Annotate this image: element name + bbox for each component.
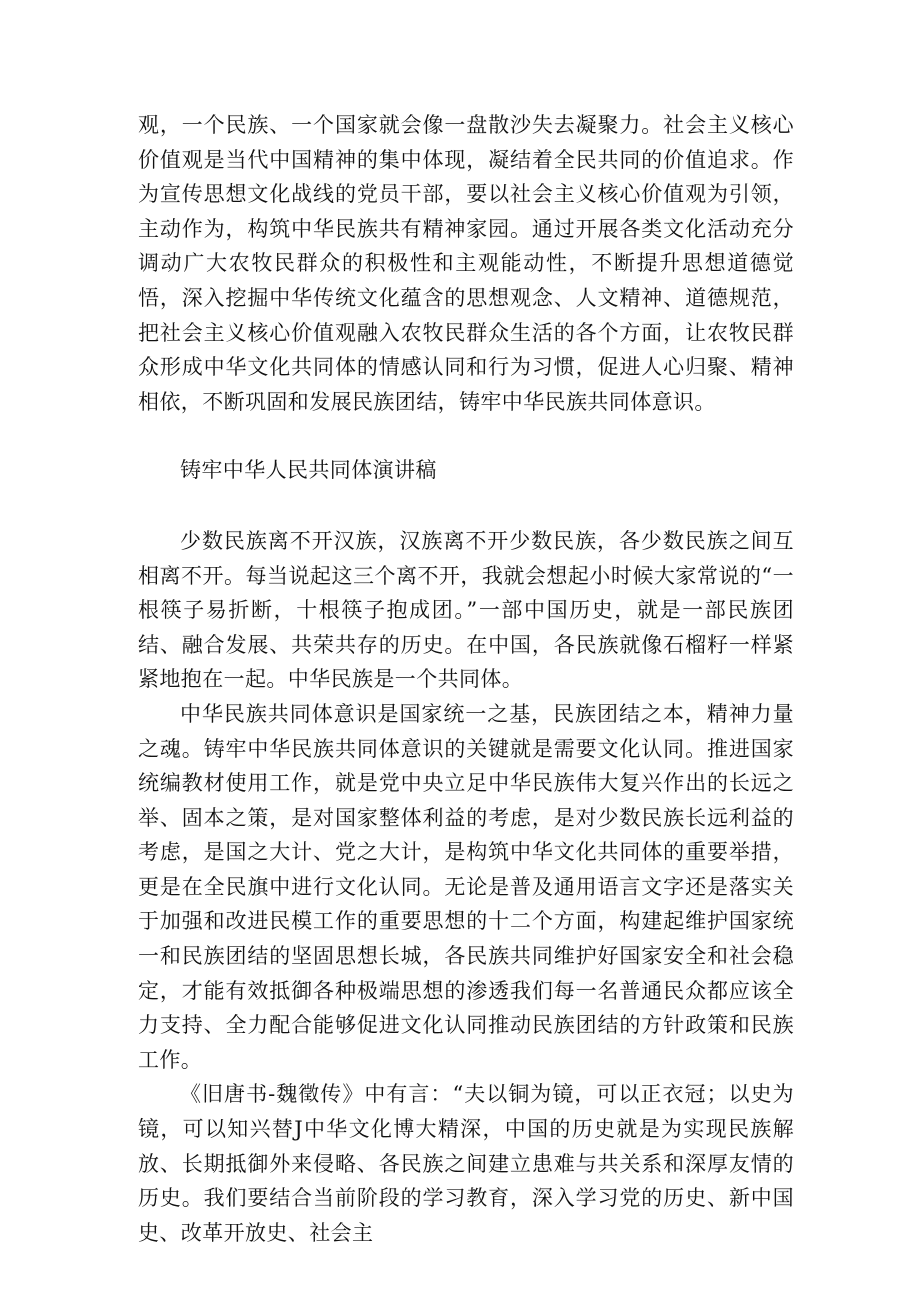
document-body xyxy=(138,108,794,1250)
section-heading: 铸牢中华人民共同体演讲稿 xyxy=(180,458,437,483)
paragraph: 中华民族共同体意识是国家统一之基，民族团结之本，精神力量之魂。铸牢中华民族共同体意识的关键就是需要文化认同。推进国家统编教材使用工作，就是党中央立足中华民族伟大复兴作出的长远之举、固本之策，是对国家整体利益的考虑，是对少数民族长远利益的考虑，是国之大计、党之大计，是构筑中华文化共同体的重要举措，更是在全民旗中进行文化认同。无论是普及通用语言文字还是落实关于加强和改进民模工作的重要思想的十二个方面，构建起维护国家统一和民族团结的坚固思想长城，各民族共同维护好国家安全和社会稳定，才能有效抵御各种极端思想的渗透我们每一名普通民众都应该全力支持、全力配合能够促进文化认同推动民族团结的方针政策和民族工作。 xyxy=(138,701,794,1072)
paragraph-continued: 观，一个民族、一个国家就会像一盘散沙失去凝聚力。社会主义核心价值观是当代中国精神的集中体现，凝结着全民共同的价值追求。作为宣传思想文化战线的党员干部，要以社会主义核心价值观为引领，主动作为，构筑中华民族共有精神家园。通过开展各类文化活动充分调动广大农牧民群众的积极性和主观能动性，不断提升思想道德觉悟，深入挖掘中华传统文化蕴含的思想观念、人文精神、道德规范，把社会主义核心价值观融入农牧民群众生活的各个方面，让农牧民群众形成中华文化共同体的情感认同和行为习惯，促进人心归聚、精神相依，不断巩固和发展民族团结，铸牢中华民族共同体意识。 xyxy=(138,113,794,414)
paragraph: 《旧唐书-魏徵传》中有言：“夫以铜为镜，可以正衣冠；以史为镜，可以知兴替J中华文化博大精深，中国的历史就是为实现民族解放、长期抵御外来侵略、各民族之间建立患难与共关系和深厚友情的历史。我们要结合当前阶段的学习教育，深入学习党的历史、新中国史、改革开放史、社会主 xyxy=(138,1082,794,1245)
paragraph: 少数民族离不开汉族，汉族离不开少数民族，各少数民族之间互相离不开。每当说起这三个离不开，我就会想起小时候大家常说的“一根筷子易折断，十根筷子抱成团。”一部中国历史，就是一部民族团结、融合发展、共荣共存的历史。在中国，各民族就像石榴籽一样紧紧地抱在一起。中华民族是一个共同体。 xyxy=(138,528,794,692)
